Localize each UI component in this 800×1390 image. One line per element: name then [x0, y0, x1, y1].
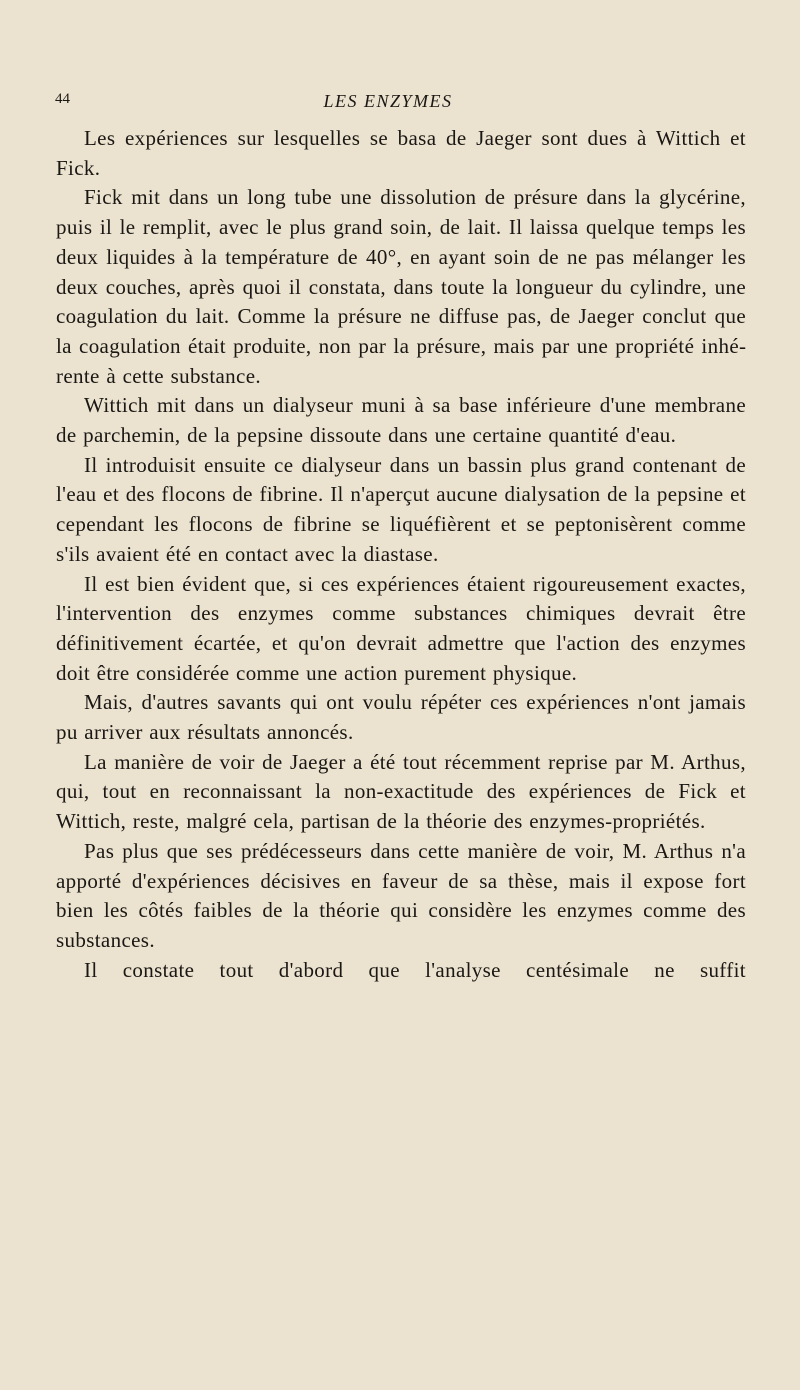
paragraph: Mais, d'autres savants qui ont voulu répéter ces expériences n'ont jamais pu arriver aux résultats annoncés. [56, 690, 746, 745]
body-text [56, 124, 746, 985]
paragraph: Fick mit dans un long tube une dissolution de présure dans la glycérine, puis il le remplit, avec le plus grand soin, de lait. Il laissa quelque temps les deux liquides à la température de 40°, en ayant soin de ne pas mélanger les deux couches, après quoi il constata, dans toute la longueur du cylindre, une coagulation du lait. Comme la présure ne diffuse pas, de Jaeger conclut que la coagulation était produite, non par la présure, mais par une propriété inhérente à cette substance. [56, 185, 746, 388]
paragraph: Wittich mit dans un dialyseur muni à sa base inférieure d'une membrane de parchemin, de la pepsine dissoute dans une certaine quantité d'eau. [56, 393, 746, 448]
paragraph: La manière de voir de Jaeger a été tout récemment reprise par M. Arthus, qui, tout en reconnaissant la non-exactitude des expériences de Fick et Wittich, reste, malgré cela, partisan de la théorie des enzymes-propriétés. [56, 749, 746, 834]
paragraph: Il constate tout d'abord que l'analyse centésimale ne suffit [84, 957, 746, 982]
paragraph: Il est bien évident que, si ces expériences étaient rigoureusement exactes, l'intervention des enzymes comme substances chimiques devrait être définitivement écartée, et qu'on devrait admettre que l'action des enzymes doit être considérée comme une action purement physique. [56, 571, 746, 685]
paragraph: Il introduisit ensuite ce dialyseur dans un bassin plus grand contenant de l'eau et des flocons de fibrine. Il n'aperçut aucune dialysation de la pepsine et cependant les flocons de fibrine se liquéfièrent et se peptonisèrent comme s'ils avaient été en contact avec la diastase. [56, 452, 746, 566]
running-title: LES ENZYMES [323, 91, 453, 111]
paragraph: Pas plus que ses prédécesseurs dans cette manière de voir, M. Arthus n'a apporté d'expériences décisives en faveur de sa thèse, mais il expose fort bien les côtés faibles de la théorie qui considère les enzymes comme des substances. [56, 838, 746, 952]
page-number: 44 [55, 91, 70, 107]
paragraph: Les expériences sur lesquelles se basa de Jaeger sont dues à Wittich et Fick. [56, 126, 746, 180]
running-header [55, 91, 745, 115]
